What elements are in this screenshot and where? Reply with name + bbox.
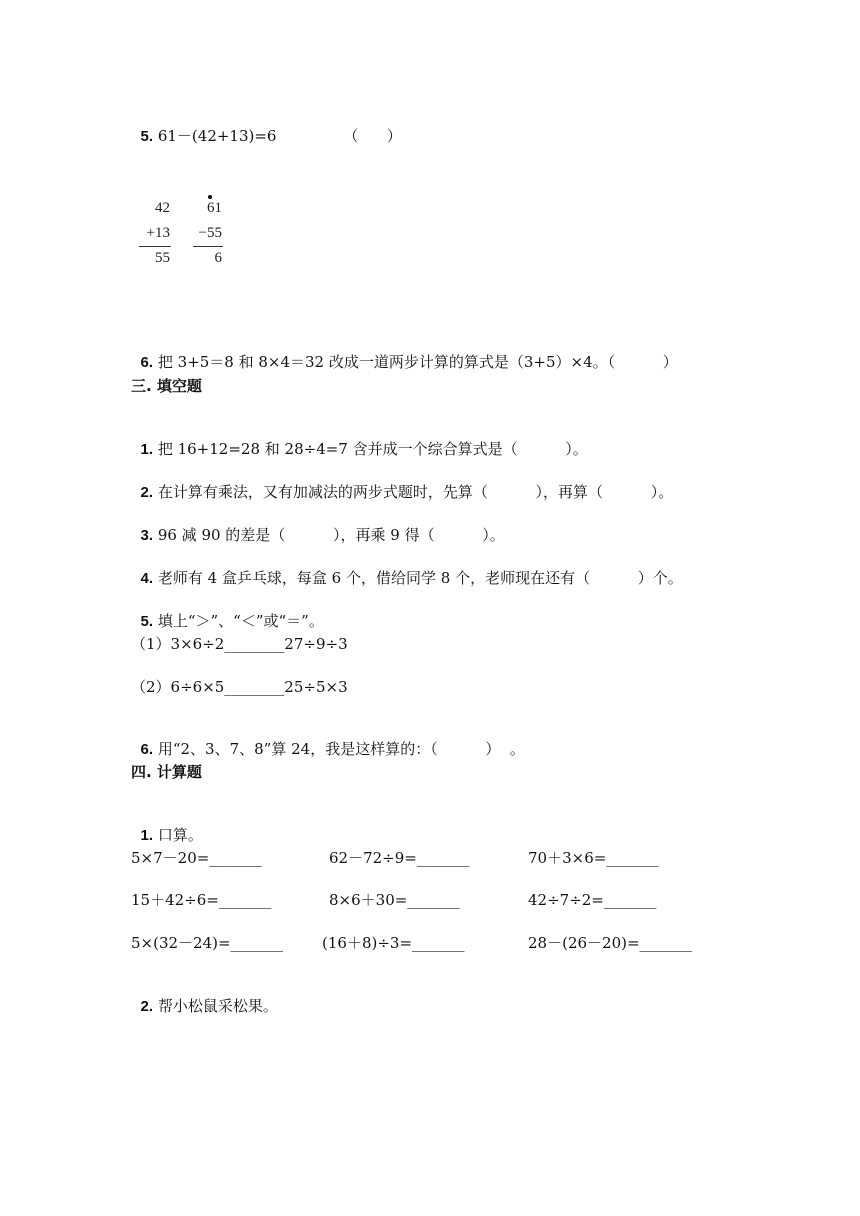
oral-calc-r3c1: 5×(32－24)=_______: [131, 934, 284, 952]
calc-question-2: [131, 976, 278, 1017]
subtrahend: −55: [198, 225, 222, 241]
judge-item-6: [131, 332, 678, 373]
item-number: 2.: [140, 998, 154, 1015]
difference-result: 6: [214, 250, 222, 266]
item-number: 2.: [140, 484, 154, 501]
judge-item-5: [131, 106, 402, 147]
item-text: 把 16+12=28 和 28÷4=7 含并成一个综合算式是（ ）。: [153, 440, 588, 458]
fill-item-6: [131, 719, 525, 760]
vertical-addition: [136, 196, 176, 276]
calc-question-1: [131, 805, 203, 846]
item-number: 1.: [140, 441, 154, 458]
section-title-calculation: 四. 计算题: [131, 763, 202, 781]
item-text: 用“2、3、7、8”算 24，我是这样算的：（ ） 。: [153, 740, 525, 758]
item-number: 3.: [140, 527, 154, 544]
fill-item-3: [131, 505, 505, 546]
item-number: 5.: [140, 613, 154, 630]
addend-top: 42: [155, 200, 170, 216]
compare-item-1: （1）3×6÷2________27÷9÷3: [131, 635, 348, 653]
oral-calc-r2c1: 15＋42÷6=_______: [131, 891, 272, 909]
item-number: 1.: [140, 827, 154, 844]
oral-calc-r1c2: 62－72÷9=_______: [329, 849, 470, 867]
sum-line: [139, 246, 171, 247]
sum-result: 55: [155, 250, 170, 266]
compare-item-2: （2）6÷6×5________25÷5×3: [131, 678, 348, 696]
item-number: 5.: [140, 128, 154, 145]
fill-item-2: [131, 462, 673, 503]
item-text: 96 减 90 的差是（ ），再乘 9 得（ ）。: [153, 526, 505, 544]
borrow-dot: [208, 195, 212, 199]
oral-calc-r1c3: 70＋3×6=_______: [528, 849, 659, 867]
fill-item-5: [131, 591, 324, 632]
oral-calc-r3c2: (16＋8)÷3=_______: [322, 934, 465, 952]
oral-calc-r2c3: 42÷7÷2=_______: [528, 891, 657, 909]
oral-calc-r3c3: 28－(26－20)=_______: [528, 934, 693, 952]
addend-bottom: +13: [146, 225, 170, 241]
oral-calc-r1c1: 5×7－20=_______: [131, 849, 262, 867]
item-text: 61－(42+13)=6 （ ）: [153, 127, 402, 145]
item-number: 4.: [140, 570, 154, 587]
item-text: 帮小松鼠采松果。: [153, 997, 278, 1015]
item-text: 填上“＞”、“＜”或“＝”。: [153, 612, 324, 630]
fill-item-1: [131, 419, 588, 460]
section-title-fill-in: 三. 填空题: [131, 377, 202, 395]
item-text: 口算。: [153, 826, 203, 844]
vertical-subtraction: [188, 196, 228, 276]
minuend: 61: [207, 200, 222, 216]
item-text: 老师有 4 盒乒乓球，每盒 6 个，借给同学 8 个，老师现在还有（ ）个。: [153, 569, 683, 587]
fill-item-4: [131, 548, 683, 589]
oral-calc-r2c2: 8×6＋30=_______: [329, 891, 460, 909]
item-text: 把 3+5＝8 和 8×4＝32 改成一道两步计算的算式是（3+5）×4。（ ）: [153, 353, 678, 371]
difference-line: [193, 246, 223, 247]
item-number: 6.: [140, 354, 154, 371]
item-number: 6.: [140, 741, 154, 758]
item-text: 在计算有乘法，又有加减法的两步式题时，先算（ ），再算（ ）。: [153, 483, 674, 501]
